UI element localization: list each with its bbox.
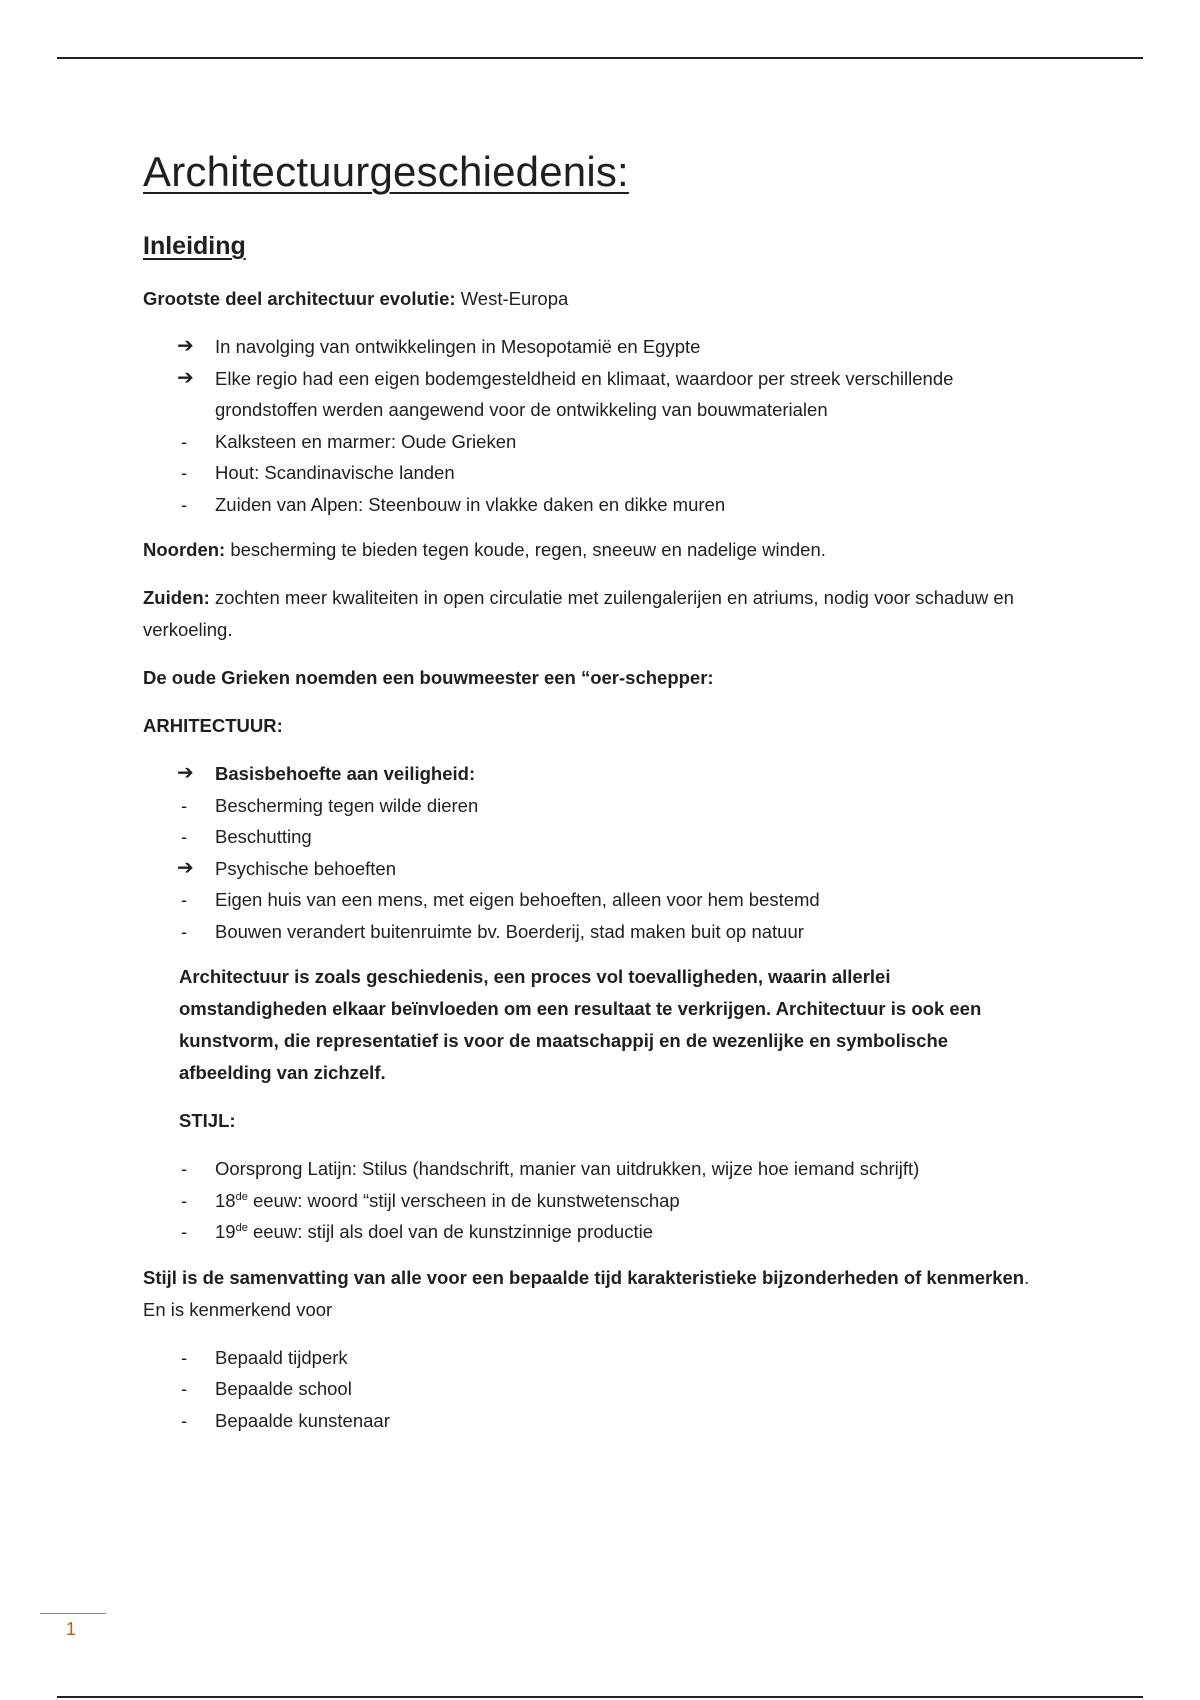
list-item (143, 1405, 1043, 1437)
list-item-text: Bepaald tijdperk (215, 1346, 348, 1368)
list-item-text: Elke regio had een eigen bodemgesteldheid en klimaat, waardoor per streek verschillende grondstoffen werden aangewend voor de ontwikkeling van bouwmaterialen (215, 367, 954, 420)
list-origins (143, 331, 1043, 520)
century-suffix: de (235, 1221, 248, 1234)
paragraph-north-text: bescherming te bieden tegen koude, regen, sneeuw en nadelige winden. (225, 539, 826, 560)
dash-bullet: - (181, 794, 188, 816)
list-item (143, 331, 1043, 363)
paragraph-greeks (143, 662, 1043, 694)
list-item (143, 1373, 1043, 1405)
list-item (143, 884, 1043, 916)
dash-bullet: - (181, 430, 188, 452)
paragraph-south (143, 582, 1043, 646)
list-item-text: Bouwen verandert buitenruimte bv. Boerderij, stad maken buit op natuur (215, 920, 804, 942)
dash-bullet: - (181, 1409, 188, 1431)
list-item-text: Psychische behoeften (215, 857, 397, 879)
section-heading: Inleiding (143, 232, 246, 260)
list-item-text: Bepaalde kunstenaar (215, 1409, 390, 1431)
list-item-text: Basisbehoefte aan veiligheid: (215, 763, 476, 784)
arrow-icon: ➔ (177, 856, 194, 879)
paragraph-north-label: Noorden: (143, 539, 226, 560)
paragraph-definition (179, 961, 1043, 1089)
list-item-text: Eigen huis van een mens, met eigen behoeften, alleen voor hem bestemd (215, 889, 820, 910)
header-rule (57, 57, 1143, 59)
list-item-text: Zuiden van Alpen: Steenbouw in vlakke daken en dikke muren (215, 493, 726, 515)
list-item-text: Hout: Scandinavische landen (215, 462, 455, 483)
dash-bullet: - (181, 462, 188, 483)
list-item (143, 363, 1043, 426)
list-needs (143, 758, 1043, 947)
document-body (143, 148, 1043, 1450)
list-item (143, 916, 1043, 948)
paragraph-intro-text: West-Europa (455, 288, 569, 309)
dash-bullet: - (181, 889, 188, 910)
paragraph-south-text: zochten meer kwaliteiten in open circulatie met zuilengalerijen en atriums, nodig voor schaduw en verkoeling. (143, 587, 1014, 640)
list-item-text: eeuw: stijl als doel van de kunstzinnige productie (247, 1221, 654, 1242)
paragraph-greeks-text: De oude Grieken noemden een bouwmeester een “oer-schepper: (143, 667, 714, 688)
paragraph-style-summary-bold: Stijl is de samenvatting van alle voor een bepaalde tijd karakteristieke bijzonderheden of kenmerken (143, 1266, 1025, 1288)
paragraph-north (143, 534, 1043, 566)
dash-bullet: - (181, 920, 188, 942)
century-number: 19 (215, 1221, 236, 1242)
page-number: 1 (66, 1619, 77, 1639)
list-item-text: Beschutting (215, 826, 312, 847)
list-item (143, 758, 1043, 790)
paragraph-style-summary-text: . En is kenmerkend voor (143, 1266, 1030, 1320)
paragraph-architecture-heading (143, 710, 1043, 742)
list-item (143, 821, 1043, 853)
footer-rule (57, 1696, 1143, 1698)
dash-bullet: - (181, 1221, 188, 1242)
list-item (143, 790, 1043, 822)
list-characteristic (143, 1342, 1043, 1437)
paragraph-definition-text: Architectuur is zoals geschiedenis, een proces vol toevalligheden, waarin allerlei omstandigheden elkaar beïnvloeden om een resultaat te verkrijgen. Architectuur is ook een kunstvorm, die representatief is voor de maatschappij en de wezenlijke en symbolische afbeelding van zichzelf. (179, 966, 982, 1083)
list-item (143, 489, 1043, 521)
list-item-text: eeuw: woord “stijl verscheen in de kunstwetenschap (247, 1189, 680, 1211)
page-title: Architectuurgeschiedenis: (143, 148, 629, 195)
list-item (143, 426, 1043, 458)
list-item (143, 853, 1043, 885)
list-item (143, 1342, 1043, 1374)
dash-bullet: - (181, 493, 188, 515)
century-suffix: de (235, 1190, 248, 1203)
list-item (143, 1185, 1043, 1217)
paragraph-south-label: Zuiden: (143, 587, 210, 608)
arrow-icon: ➔ (177, 366, 194, 389)
style-label: STIJL: (179, 1110, 236, 1131)
list-item-text: Kalksteen en marmer: Oude Grieken (215, 430, 517, 452)
dash-bullet: - (181, 1346, 188, 1368)
architecture-label: ARHITECTUUR: (143, 715, 283, 736)
century-number: 18 (215, 1189, 236, 1211)
list-item (143, 1153, 1043, 1185)
dash-bullet: - (181, 1158, 188, 1179)
paragraph-style-heading (179, 1105, 1043, 1137)
paragraph-style-summary (143, 1262, 1043, 1326)
arrow-icon: ➔ (177, 335, 194, 357)
arrow-icon: ➔ (177, 762, 194, 784)
list-item-text: In navolging van ontwikkelingen in Mesopotamië en Egypte (215, 336, 701, 357)
list-item (143, 1216, 1043, 1248)
paragraph-intro (143, 283, 1043, 315)
dash-bullet: - (181, 1189, 188, 1211)
paragraph-intro-label: Grootste deel architectuur evolutie: (143, 288, 456, 309)
list-style-origin (143, 1153, 1043, 1248)
list-item-text: Oorsprong Latijn: Stilus (handschrift, manier van uitdrukken, wijze hoe iemand schrijft) (215, 1158, 920, 1179)
list-item-text: Bepaalde school (215, 1378, 352, 1399)
dash-bullet: - (181, 1378, 188, 1399)
dash-bullet: - (181, 826, 188, 847)
list-item (143, 457, 1043, 489)
list-item-text: Bescherming tegen wilde dieren (215, 794, 479, 816)
page-number-rule (40, 1613, 106, 1614)
